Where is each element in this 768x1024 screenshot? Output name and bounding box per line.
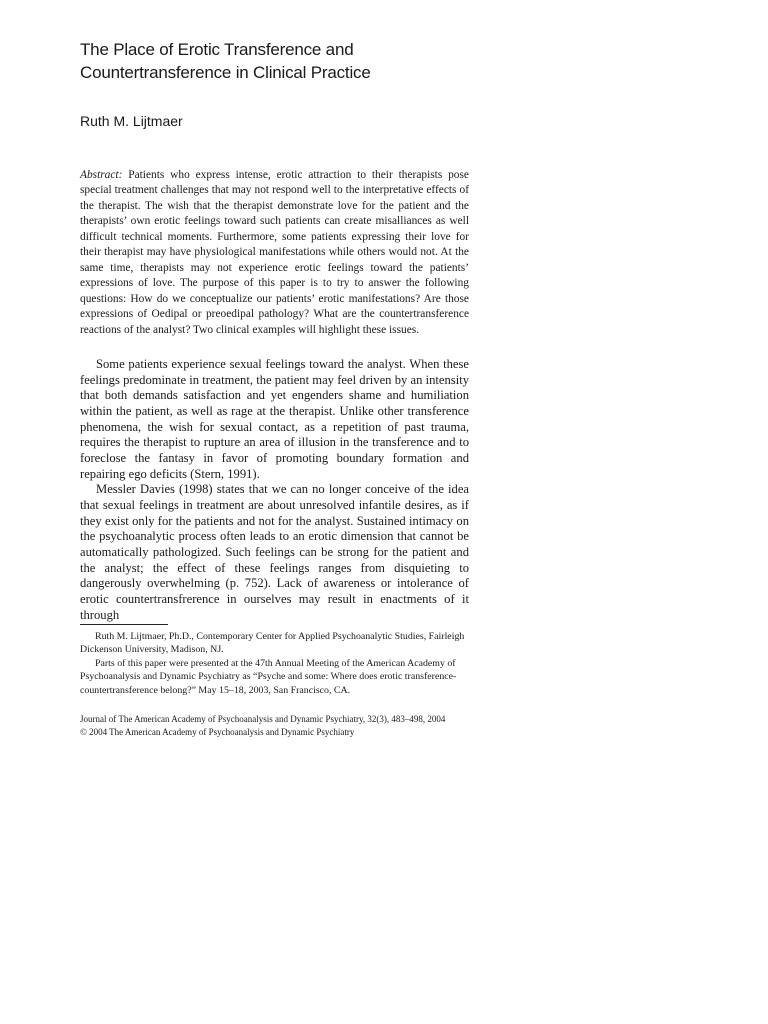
journal-citation: Journal of The American Academy of Psychoanalysis and Dynamic Psychiatry, 32(3), 483–498, 2004: [80, 714, 446, 724]
footnotes: [80, 630, 469, 697]
footnote-rule: [80, 624, 168, 625]
body-paragraph-2: Messler Davies (1998) states that we can no longer conceive of the idea that sexual feelings in treatment are about unresolved infantile desires, as if they exist only for the patients and not for the analyst. Sustained intimacy on the psychoanalytic process often leads to an erotic dimension that cannot be automatically pathologized. Such feelings can be strong for the patient and the analyst; the effect of these feelings ranges from disquieting to dangerously overwhelming (p. 752). Lack of awareness or intolerance of erotic countertransfrerence in ourselves may result in enactments of it through: [80, 482, 469, 622]
footnote-affiliation: Ruth M. Lijtmaer, Ph.D., Contemporary Center for Applied Psychoanalytic Studies, Fairleigh Dickenson University, Madison, NJ.: [80, 631, 465, 656]
article-title: [80, 38, 680, 84]
abstract-label: Abstract:: [80, 169, 123, 181]
body-text: [80, 357, 469, 623]
article-title-line-1: The Place of Erotic Transference and: [80, 40, 354, 59]
journal-copyright: © 2004 The American Academy of Psychoanalysis and Dynamic Psychiatry: [80, 726, 355, 737]
article-title-line-2: Countertransference in Clinical Practice: [80, 63, 371, 82]
journal-info: [80, 713, 500, 739]
abstract-text: Patients who express intense, erotic attraction to their therapists pose special treatment challenges that may not respond well to the interpretative effects of the therapist. The wish that the therapist demonstrate love for the patient and the therapists’ own erotic feelings toward such patients can create misalliances as well difficult technical moments. Furthermore, some patients expressing their love for their therapist may have physiological manifestations while others would not. At the same time, therapists may not experience erotic feelings toward the patients’ expressions of love. The purpose of this paper is to try to answer the following questions: How do we conceptualize our patients’ erotic manifestations? Are those expressions of Oedipal or preoedipal pathology? What are the countertransference reactions of the analyst? Two clinical examples will highlight these issues.: [80, 169, 469, 336]
author-name: Ruth M. Lijtmaer: [80, 113, 183, 129]
body-paragraph-1: Some patients experience sexual feelings toward the analyst. When these feelings predominate in treatment, the patient may feel driven by an intensity that both demands satisfaction and yet engenders shame and humiliation within the patient, as well as rage at the therapist. Unlike other transference phenomena, the wish for sexual contact, as a repetition of past trauma, requires the therapist to rupture an area of illusion in the transference and to foreclose the fantasy in favor of promoting boundary formation and repairing ego deficits (Stern, 1991).: [80, 357, 469, 481]
abstract: [80, 168, 469, 338]
footnote-presentation: Parts of this paper were presented at the 47th Annual Meeting of the American Academy of Psychoanalysis and Dynamic Psychiatry as “Psyche and some: Where does erotic transference-countertransference belong?” May 15–18, 2003, San Francisco, CA.: [80, 657, 457, 696]
